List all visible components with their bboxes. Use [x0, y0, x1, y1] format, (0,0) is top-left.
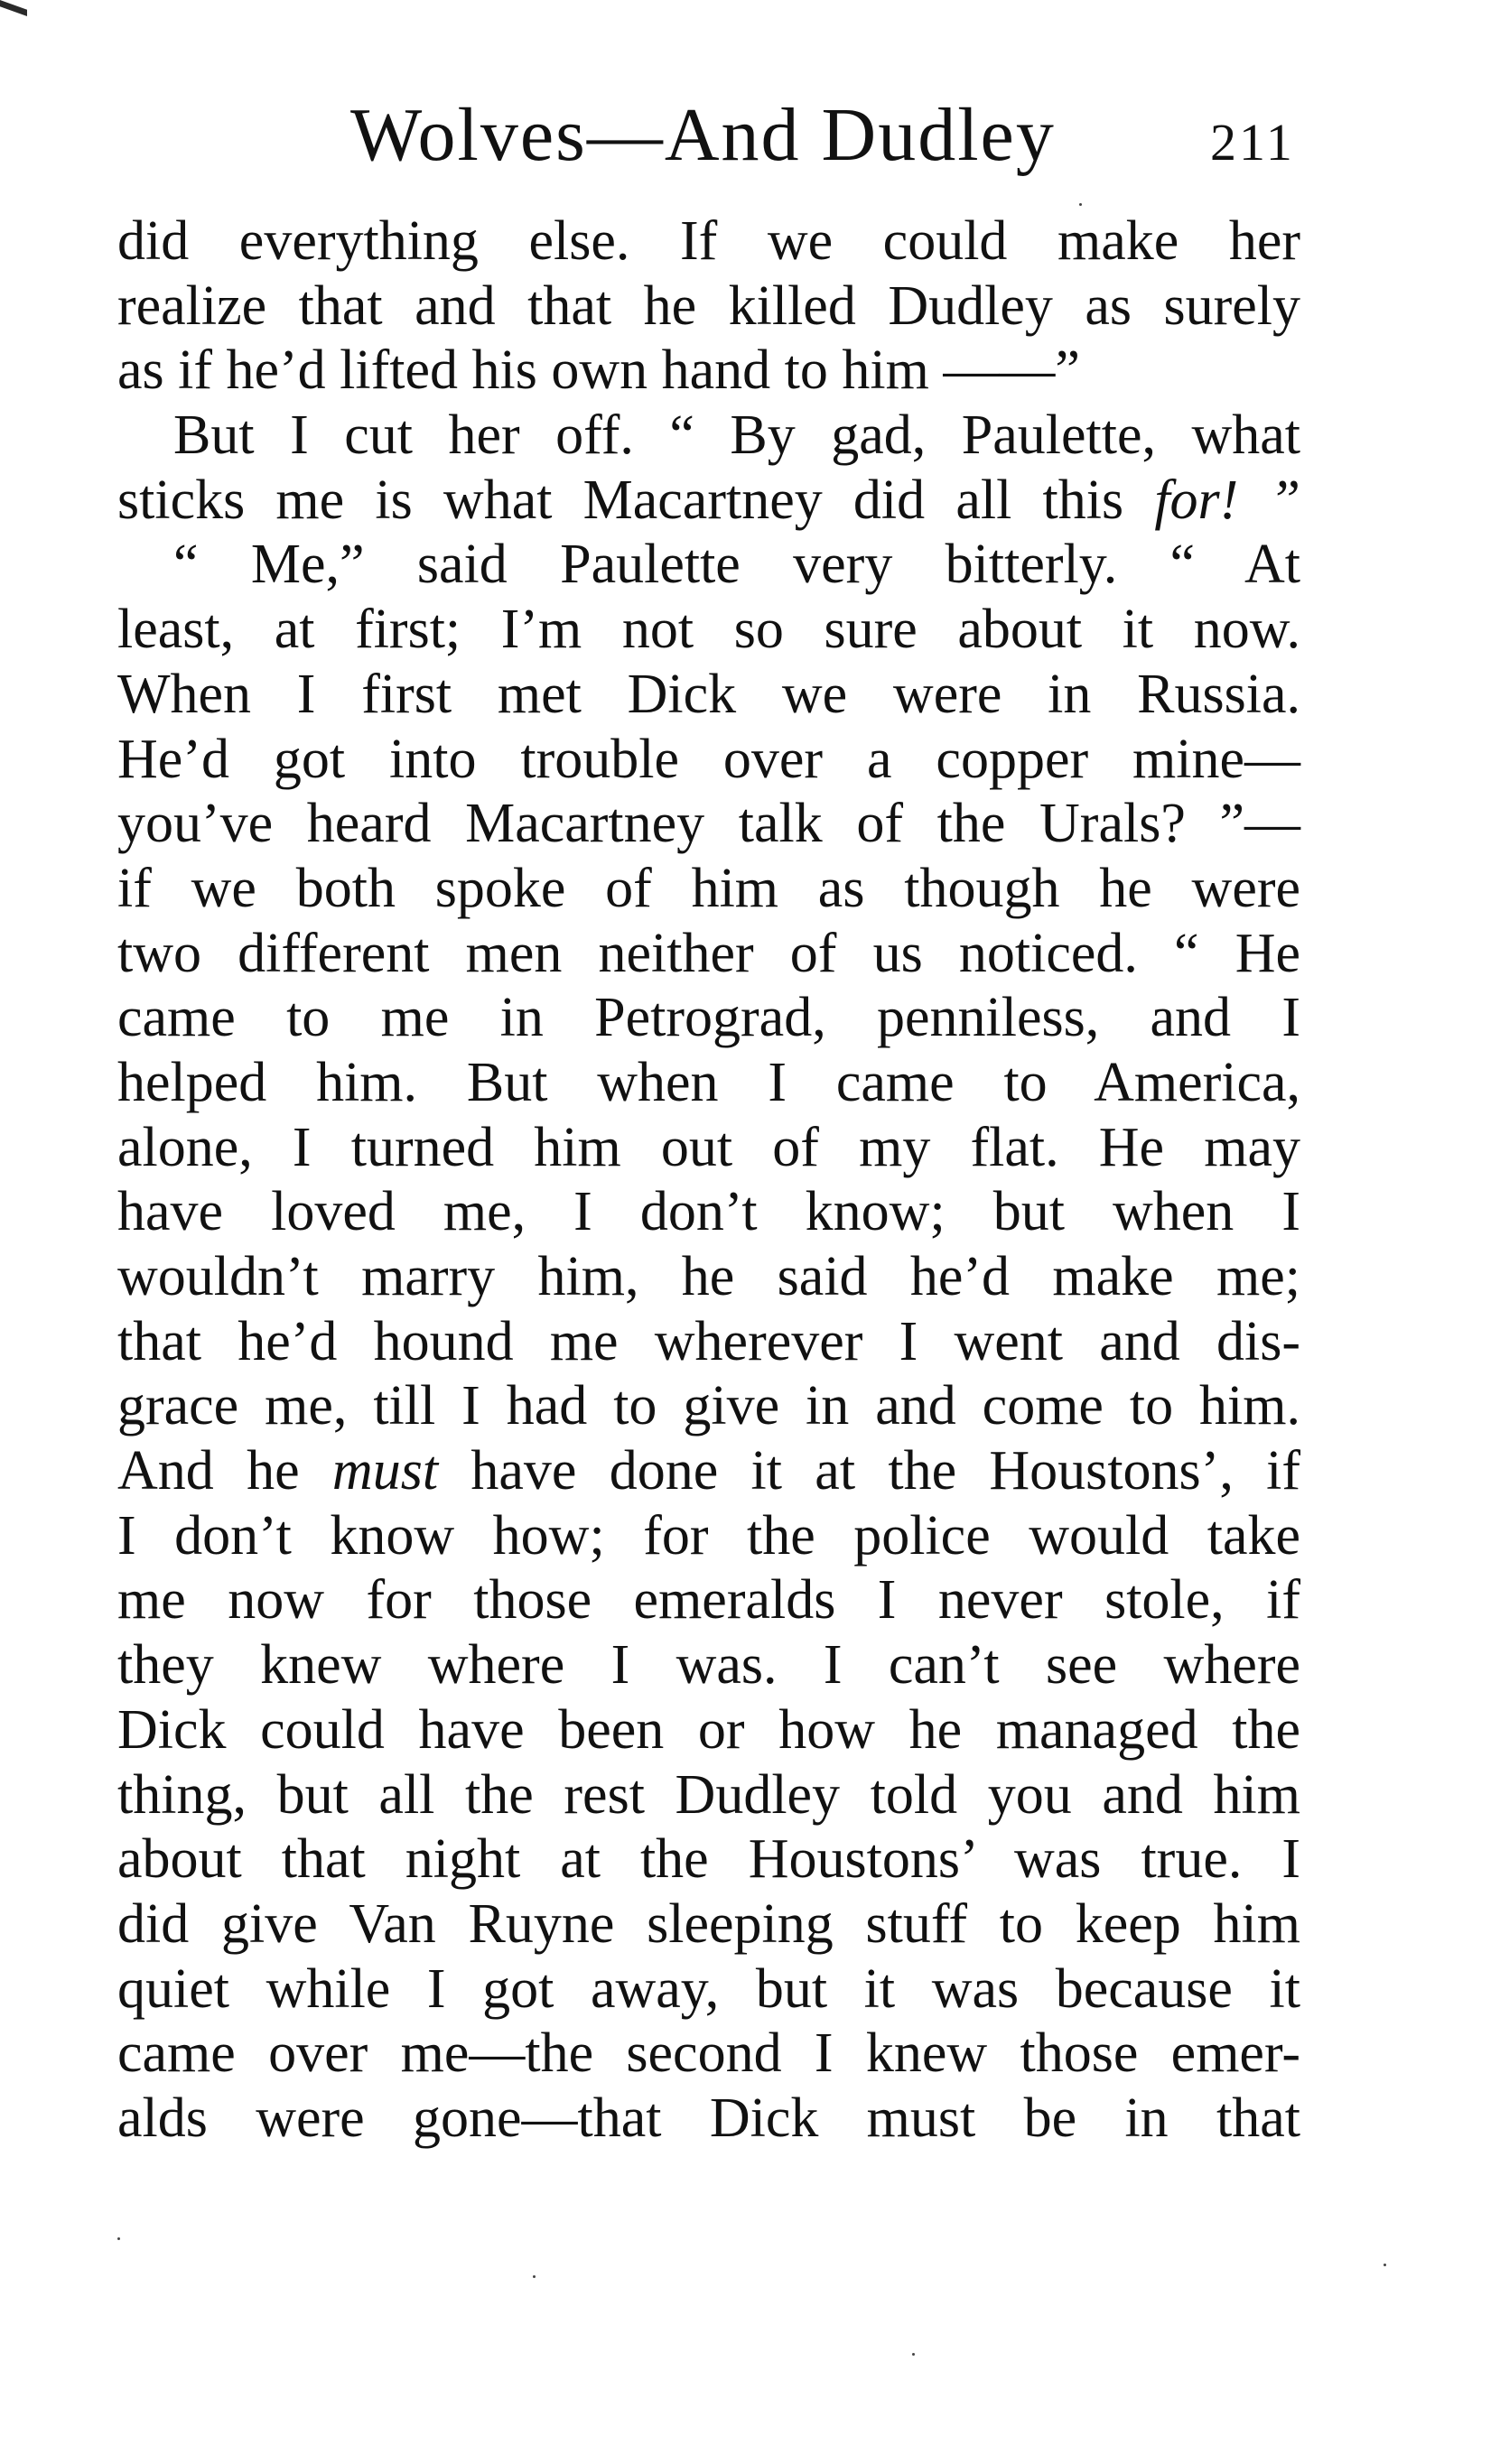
- text-line-content: thing, but all the rest Dudley told you and him: [117, 1763, 1300, 1826]
- text-line-content: that he’d hound me wherever I went and dis-: [117, 1310, 1300, 1372]
- paper-speck: [533, 2275, 536, 2278]
- text-line: [117, 1568, 1300, 1633]
- text-line: [117, 1698, 1300, 1763]
- text-line: [117, 1180, 1300, 1245]
- text-line: [117, 1504, 1300, 1569]
- text-line-content: wouldn’t marry him, he said he’d make me;: [117, 1246, 1300, 1307]
- text-line: [117, 1892, 1300, 1957]
- text-line-content: came over me—the second I knew those emer-: [117, 2022, 1300, 2085]
- text-line-content: When I first met Dick we were in Russia.: [117, 663, 1300, 725]
- text-line: [117, 1051, 1300, 1116]
- paper-speck: [1384, 2264, 1386, 2266]
- emphasis: must: [331, 1440, 439, 1502]
- text-line: [117, 404, 1300, 469]
- text-line-content: did everything else. If we could make her: [117, 210, 1300, 272]
- text-line: [117, 339, 1300, 404]
- text-line: [117, 922, 1300, 987]
- text-line: [117, 469, 1300, 534]
- text-line-content: But I cut her off. “ By gad, Paulette, what: [173, 404, 1300, 467]
- page-number: 211: [1210, 113, 1295, 172]
- text-line: [117, 986, 1300, 1051]
- text-line-content: two different men neither of us noticed. “ He: [117, 922, 1300, 984]
- emphasis: for! ”: [1154, 469, 1300, 531]
- margin-mark: [0, 0, 27, 16]
- text-line: [117, 1439, 1300, 1504]
- text-line-content: Dick could have been or how he managed the: [117, 1698, 1300, 1761]
- text-line: [117, 1245, 1300, 1310]
- text-line-content: have loved me, I don’t know; but when I: [117, 1181, 1300, 1243]
- text-line-content: came to me in Petrograd, penniless, and I: [117, 987, 1300, 1049]
- text-line-continuation: have done it at the Houstons’, if: [438, 1440, 1300, 1502]
- text-line: [117, 1763, 1300, 1828]
- text-line-content: about that night at the Houstons’ was true. I: [117, 1828, 1300, 1891]
- text-line-content: quiet while I got away, but it was because it: [117, 1957, 1300, 2020]
- text-line: [117, 792, 1300, 857]
- text-line-content: alone, I turned him out of my flat. He may: [117, 1116, 1300, 1178]
- paper-speck: [912, 2353, 915, 2356]
- text-line-content: alds were gone—that Dick must be in that: [117, 2087, 1300, 2149]
- running-head: [0, 86, 1500, 185]
- text-line: [117, 274, 1300, 339]
- body-text: [117, 209, 1300, 2152]
- running-title: Wolves—And Dudley: [350, 93, 1056, 177]
- text-line: [117, 533, 1300, 598]
- text-line: [117, 2087, 1300, 2152]
- text-line: [117, 1633, 1300, 1698]
- text-line-content: helped him. But when I came to America,: [117, 1051, 1300, 1113]
- text-line: [117, 857, 1300, 922]
- text-line: [117, 598, 1300, 663]
- text-line-content: And he: [117, 1440, 332, 1502]
- text-line: [117, 728, 1300, 793]
- text-line-content: you’ve heard Macartney talk of the Urals? ”—: [117, 793, 1300, 855]
- text-line-content: grace me, till I had to give in and come to him.: [117, 1375, 1300, 1437]
- text-line: [117, 663, 1300, 728]
- text-line: [117, 1374, 1300, 1439]
- text-line-content: least, at first; I’m not so sure about it now.: [117, 599, 1300, 661]
- text-line-content: “ Me,” said Paulette very bitterly. “ At: [173, 534, 1300, 596]
- text-line: [117, 209, 1300, 274]
- paper-speck: [117, 2237, 120, 2240]
- paper-speck: [1079, 203, 1082, 206]
- text-line-content: He’d got into trouble over a copper mine—: [117, 728, 1300, 790]
- text-line: [117, 1310, 1300, 1375]
- text-line-content: realize that and that he killed Dudley as surely: [117, 274, 1300, 337]
- text-line-content: did give Van Ruyne sleeping stuff to keep him: [117, 1892, 1300, 1955]
- text-line-content: if we both spoke of him as though he were: [117, 857, 1300, 919]
- text-line-content: they knew where I was. I can’t see where: [117, 1634, 1300, 1697]
- text-line-content: sticks me is what Macartney did all this: [117, 469, 1155, 531]
- text-line: [117, 1827, 1300, 1892]
- text-line: [117, 1957, 1300, 2022]
- text-line: [117, 2022, 1300, 2087]
- text-line-content: me now for those emeralds I never stole, if: [117, 1569, 1300, 1632]
- text-line: [117, 1116, 1300, 1181]
- text-line-content: as if he’d lifted his own hand to him ——”: [117, 339, 1080, 402]
- text-line-content: I don’t know how; for the police would take: [117, 1504, 1300, 1567]
